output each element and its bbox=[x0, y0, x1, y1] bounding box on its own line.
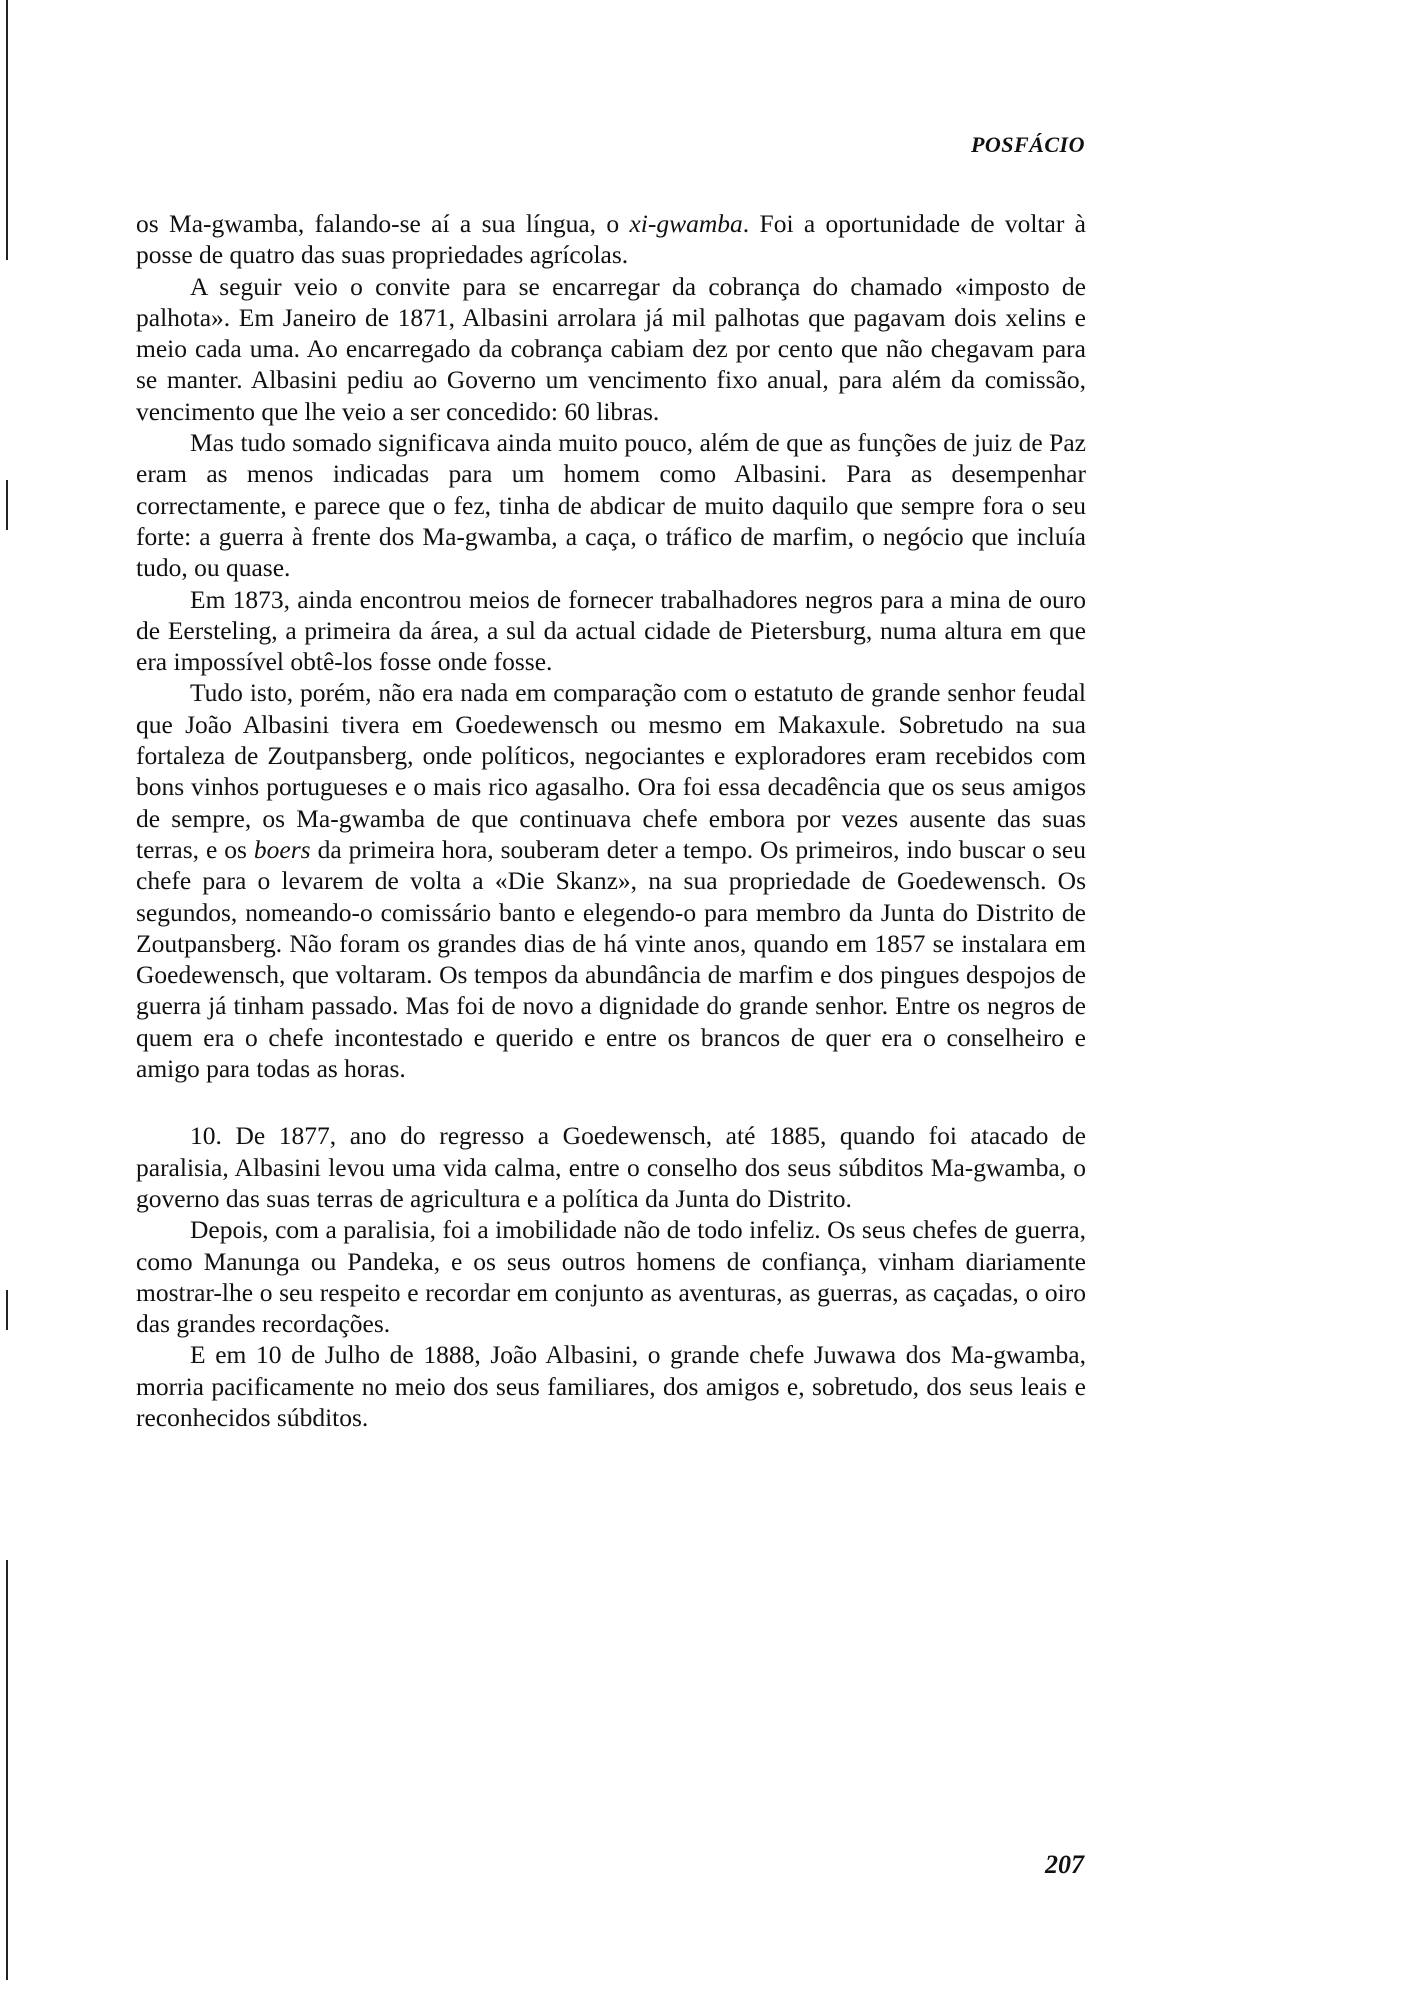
paragraph-text: Em 1873, ainda encontrou meios de fornecer trabalhadores negros para a mina de ouro de Eersteling, a primeira da área, a sul da actual cidade de Pietersburg, numa altura em que era impossível obtê-los fosse onde fosse. bbox=[136, 584, 1086, 677]
paragraph bbox=[136, 1339, 1086, 1433]
binding-edge-mark bbox=[6, 0, 8, 260]
paragraph-text: Tudo isto, porém, não era nada em comparação com o estatuto de grande senhor feudal que João Albasini tivera em Goedewensch ou mesmo em Makaxule. Sobretudo na sua fortaleza de Zoutpansberg, onde políticos, negociantes e exploradores eram recebidos com bons vinhos portugueses e o mais rico agasalho. Ora foi essa decadência que os seus amigos de sempre, os Ma-gwamba de que continuava chefe embora por vezes ausente das suas terras, e os bbox=[136, 678, 1086, 864]
paragraph bbox=[136, 427, 1086, 583]
italic-term: xi-gwamba bbox=[629, 209, 743, 238]
paragraph bbox=[136, 271, 1086, 427]
paragraph bbox=[136, 208, 1086, 271]
paragraph-text: E em 10 de Julho de 1888, João Albasini, o grande chefe Juwawa dos Ma-gwamba, morria pacificamente no meio dos seus familiares, dos amigos e, sobretudo, dos seus leais e reconhecidos súbditos. bbox=[136, 1340, 1086, 1432]
paragraph-text: Mas tudo somado significava ainda muito pouco, além de que as funções de juiz de Paz eram as menos indicadas para um homem como Albasini. Para as desempenhar correctamente, e parece que o fez, tinha de abdicar de muito daquilo que sempre fora o seu forte: a guerra à frente dos Ma-gwamba, a caça, o tráfico de marfim, o negócio que incluía tudo, ou quase. bbox=[136, 428, 1086, 583]
paragraph-text: 10. De 1877, ano do regresso a Goedewensch, até 1885, quando foi atacado de paralisia, Albasini levou uma vida calma, entre o conselho dos seus súbditos Ma-gwamba, o governo das suas terras de agricultura e a política da Junta do Distrito. bbox=[136, 1121, 1086, 1213]
paragraph-text: A seguir veio o convite para se encarregar da cobrança do chamado «imposto de palhota». Em Janeiro de 1871, Albasini arrolara já mil palhotas que pagavam dois xelins e meio cada uma. Ao encarregado da cobrança cabiam dez por cento que não chegavam para se manter. Albasini pediu ao Governo um vencimento fixo anual, para além da comissão, vencimento que lhe veio a ser concedido: 60 libras. bbox=[136, 271, 1086, 426]
paragraph-text: da primeira hora, souberam deter a tempo. Os primeiros, indo buscar o seu chefe para o levarem de volta a «Die Skanz», na sua propriedade de Goedewensch. Os segundos, nomeando-o comissário banto e elegendo-o para membro da Junta do Distrito de Zoutpansberg. Não foram os grandes dias de há vinte anos, quando em 1857 se instalara em Goedewensch, que voltaram. Os tempos da abundância de marfim e dos pingues despojos de guerra já tinham passado. Mas foi de novo a dignidade do grande senhor. Entre os negros de quem era o chefe incontestado e querido e entre os brancos de quer era o conselheiro e amigo para todas as horas. bbox=[136, 834, 1086, 1084]
page-number: 207 bbox=[1045, 1850, 1084, 1879]
paragraph bbox=[136, 677, 1086, 1084]
paragraph bbox=[136, 584, 1086, 678]
italic-term: boers bbox=[253, 834, 311, 864]
paragraph-text: . Foi a oportunidade de voltar à posse de quatro das suas propriedades agrícolas. bbox=[136, 209, 1086, 270]
binding-edge-mark bbox=[6, 1290, 8, 1330]
paragraph-text: Depois, com a paralisia, foi a imobilidade não de todo infeliz. Os seus chefes de guerra, como Manunga ou Pandeka, e os seus outros homens de confiança, vinham diariamente mostrar-lhe o seu respeito e recordar em conjunto as aventuras, as guerras, as caçadas, o oiro das grandes recordações. bbox=[136, 1215, 1086, 1339]
binding-edge-mark bbox=[6, 480, 8, 530]
paragraph bbox=[136, 1214, 1086, 1339]
body-text bbox=[136, 208, 1086, 1433]
binding-edge-mark bbox=[6, 1560, 8, 1980]
paragraph-text: os Ma-gwamba, falando-se aí a sua língua, o bbox=[136, 209, 630, 238]
running-head: POSFÁCIO bbox=[970, 132, 1085, 157]
section-paragraph bbox=[136, 1120, 1086, 1214]
